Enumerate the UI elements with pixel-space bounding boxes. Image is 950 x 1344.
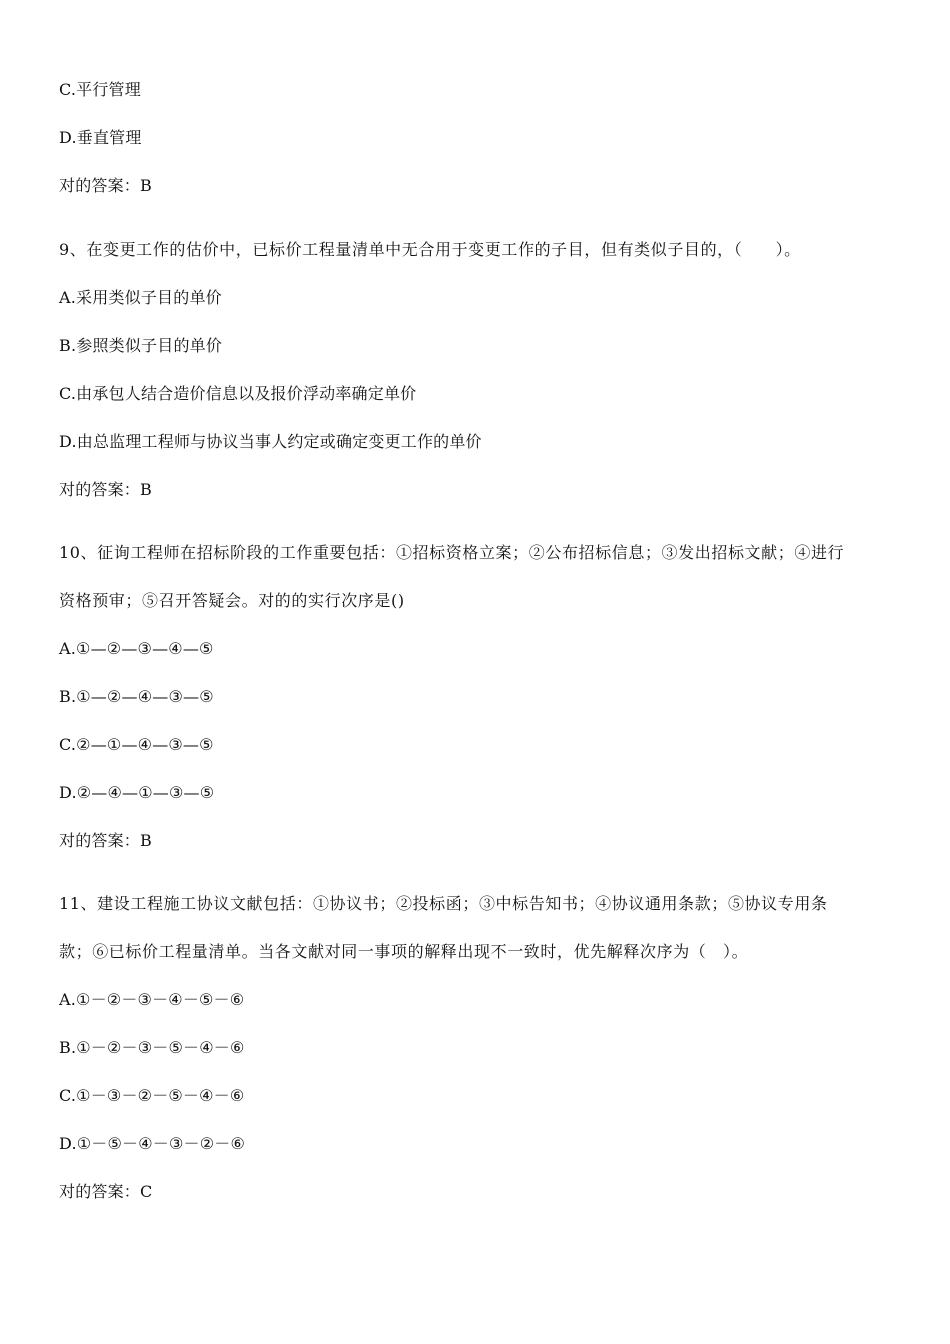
question-11-line-2: 款；⑥已标价工程量清单。当各文献对同一事项的解释出现不一致时，优先解释次序为（ ）。 (59, 942, 749, 961)
option-b-q10: B.①—②—④—③—⑤ (59, 687, 214, 706)
question-9: 9、在变更工作的估价中，已标价工程量清单中无合用于变更工作的子目，但有类似子目的，（ ）。 (59, 240, 801, 259)
option-c-q8: C.平行管理 (59, 80, 141, 99)
question-10-line-2: 资格预审；⑤召开答疑会。对的的实行次序是() (59, 591, 405, 610)
option-c-q9: C.由承包人结合造价信息以及报价浮动率确定单价 (59, 384, 417, 403)
option-d-q11: D.①－⑤－④－③－②－⑥ (59, 1134, 246, 1153)
option-b-q9: B.参照类似子目的单价 (59, 336, 223, 355)
option-a-q10: A.①—②—③—④—⑤ (59, 639, 214, 658)
answer-q11: 对的答案：C (59, 1182, 153, 1201)
option-d-q8: D.垂直管理 (59, 128, 142, 147)
option-d-q10: D.②—④—①—③—⑤ (59, 783, 215, 802)
answer-q8: 对的答案：B (59, 176, 152, 195)
option-c-q11: C.①－③－②－⑤－④－⑥ (59, 1086, 245, 1105)
option-b-q11: B.①－②－③－⑤－④－⑥ (59, 1038, 245, 1057)
answer-q9: 对的答案：B (59, 480, 152, 499)
question-10-line-1: 10、征询工程师在招标阶段的工作重要包括：①招标资格立案；②公布招标信息；③发出招标文献；④进行 (59, 543, 845, 562)
option-a-q11: A.①－②－③－④－⑤－⑥ (59, 990, 245, 1009)
question-11-line-1: 11、建设工程施工协议文献包括：①协议书；②投标函；③中标告知书；④协议通用条款；⑤协议专用条 (59, 894, 828, 913)
answer-q10: 对的答案：B (59, 831, 152, 850)
option-d-q9: D.由总监理工程师与协议当事人约定或确定变更工作的单价 (59, 432, 482, 451)
option-a-q9: A.采用类似子目的单价 (59, 288, 222, 307)
option-c-q10: C.②—①—④—③—⑤ (59, 735, 214, 754)
